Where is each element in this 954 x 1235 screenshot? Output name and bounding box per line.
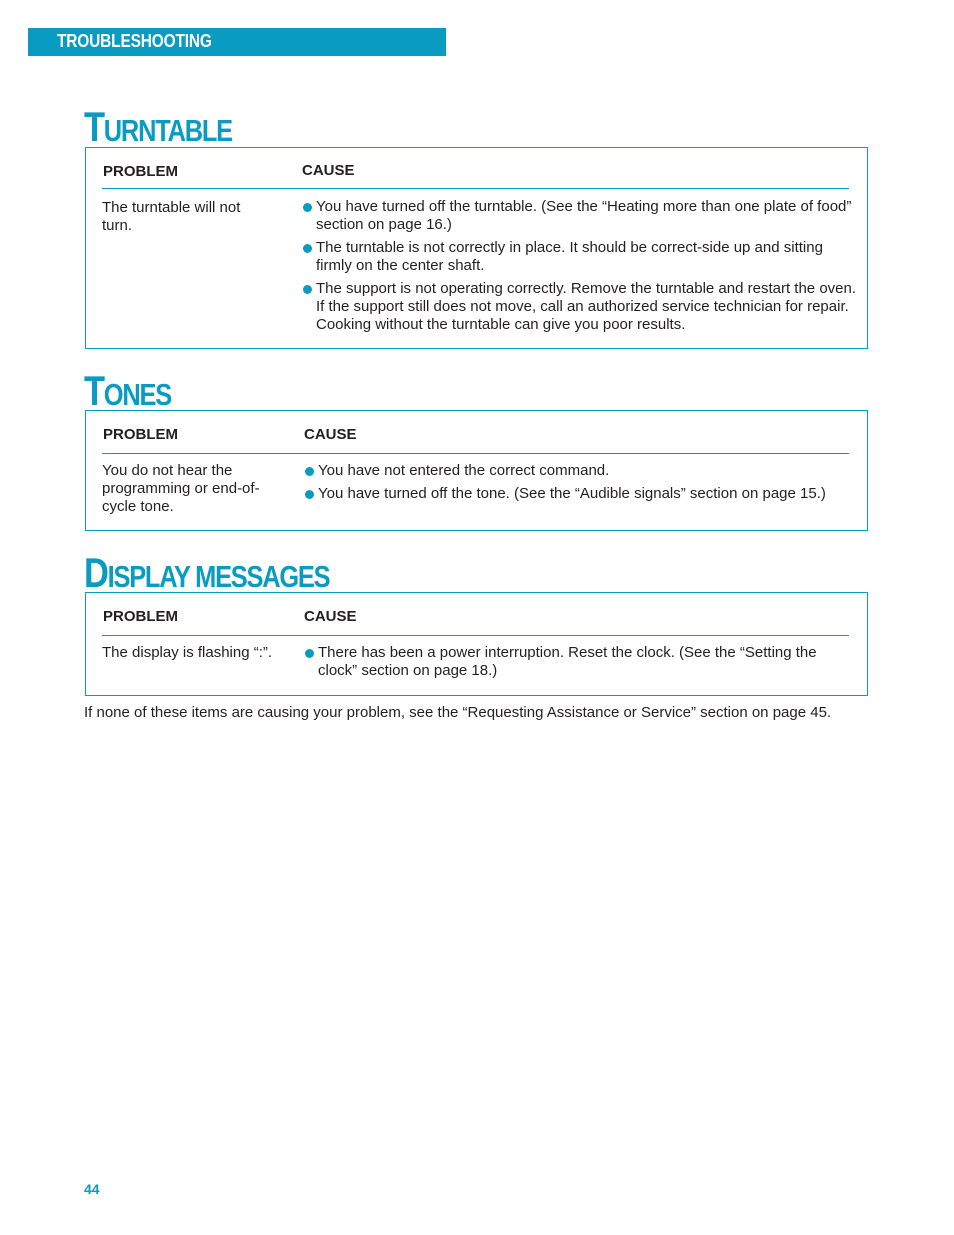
header-divider [102, 635, 849, 636]
cause-item [303, 239, 858, 275]
cause-item [305, 462, 860, 480]
cause-list [305, 462, 860, 503]
bullet-icon [305, 490, 314, 499]
problem-text: The turntable will not turn. [102, 199, 241, 234]
turntable-table [85, 147, 868, 349]
section-title-tones [84, 367, 171, 414]
problem-text: The display is flashing “:”. [102, 644, 273, 661]
title-rest: ONES [103, 377, 171, 412]
cause-list [303, 198, 858, 334]
cause-item [305, 644, 855, 680]
cause-text: You have turned off the turntable. (See the “Heating more than one plate of food” section on page 16.) [316, 198, 852, 233]
assistance-note: If none of these items are causing your problem, see the “Requesting Assistance or Service” section on page 45. [84, 704, 832, 721]
section-title-turntable [84, 103, 232, 150]
problem-column-header: PROBLEM [103, 608, 178, 625]
cause-item [305, 485, 860, 503]
title-rest: ISPLAY MESSAGES [107, 559, 330, 594]
bullet-icon [305, 467, 314, 476]
title-cap: D [84, 549, 108, 596]
cause-item [303, 280, 858, 334]
page-number: 44 [84, 1181, 100, 1197]
header-divider [102, 188, 849, 189]
tones-table [85, 410, 868, 531]
bullet-icon [303, 203, 312, 212]
problem-column-header: PROBLEM [103, 426, 178, 443]
section-title-display-messages [84, 549, 330, 596]
cause-list [305, 644, 855, 680]
bullet-icon [305, 649, 314, 658]
cause-text: You have turned off the tone. (See the “Audible signals” section on page 15.) [318, 485, 826, 502]
cause-item [303, 198, 858, 234]
title-cap: T [84, 103, 104, 150]
cause-text: You have not entered the correct command. [318, 462, 610, 479]
cause-text: The support is not operating correctly. Remove the turntable and restart the oven. If the support still does not move, call an authorized service technician for repair. Cooking without the turntable can give you poor results. [316, 280, 857, 333]
title-cap: T [84, 367, 104, 414]
header-divider [102, 453, 849, 454]
section-header-bar [28, 28, 446, 56]
cause-column-header: CAUSE [304, 426, 357, 443]
bullet-icon [303, 285, 312, 294]
cause-column-header: CAUSE [304, 608, 357, 625]
problem-column-header: PROBLEM [103, 163, 178, 180]
bullet-icon [303, 244, 312, 253]
cause-column-header: CAUSE [302, 162, 355, 179]
problem-text: You do not hear the programming or end-of-cycle tone. [102, 462, 260, 515]
display-messages-table [85, 592, 868, 696]
section-header-label: TROUBLESHOOTING [57, 31, 212, 51]
cause-text: The turntable is not correctly in place. It should be correct-side up and sitting firmly on the center shaft. [316, 239, 823, 274]
title-rest: URNTABLE [103, 113, 232, 148]
cause-text: There has been a power interruption. Reset the clock. (See the “Setting the clock” section on page 18.) [318, 644, 817, 679]
